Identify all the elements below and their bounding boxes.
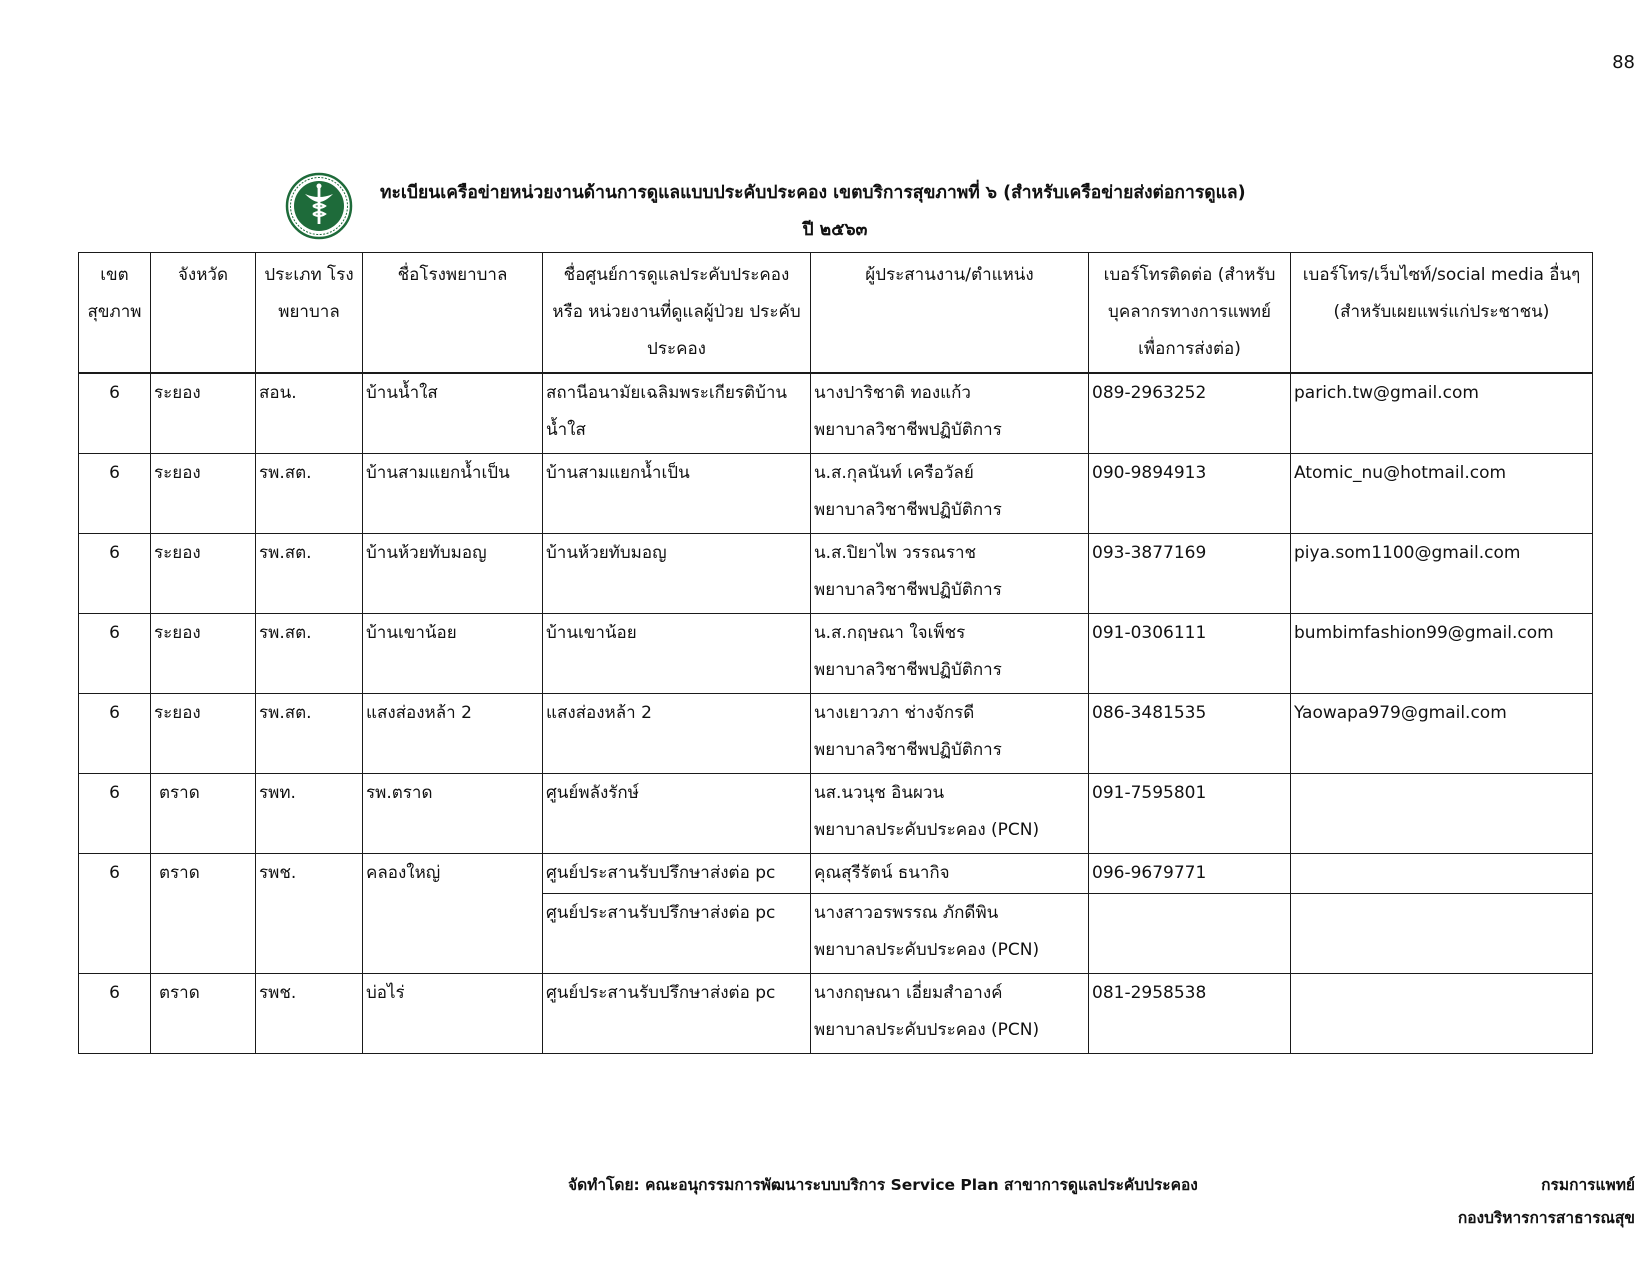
cell-hospital-name: รพ.ตราด bbox=[363, 773, 543, 853]
cell-province: ตราด bbox=[151, 973, 256, 1053]
table-header-row bbox=[79, 253, 1593, 374]
cell-center-name: บ้านห้วยทับมอญ bbox=[543, 533, 811, 613]
column-header-center-name: ชื่อศูนย์การดูแลประคับประคอง หรือ หน่วยงานที่ดูแลผู้ป่วย ประคับประคอง bbox=[543, 253, 811, 374]
coordinator-name: นางปาริชาติ ทองแก้ว bbox=[814, 383, 971, 403]
cell-public-contact bbox=[1291, 893, 1593, 973]
cell-hospital-name: บ่อไร่ bbox=[363, 973, 543, 1053]
coordinator-name: นส.นวนุช อินผวน bbox=[814, 782, 945, 803]
cell-public-contact: Atomic_nu@hotmail.com bbox=[1291, 453, 1593, 533]
cell-zone: 6 bbox=[79, 533, 151, 613]
cell-province: ระยอง bbox=[151, 613, 256, 693]
cell-coordinator bbox=[811, 533, 1089, 613]
cell-public-contact: piya.som1100@gmail.com bbox=[1291, 533, 1593, 613]
cell-center-name: สถานีอนามัยเฉลิมพระเกียรติบ้านน้ำใส bbox=[543, 373, 811, 453]
cell-referral-phone: 096-9679771 bbox=[1089, 853, 1291, 893]
column-header-hospital-type: ประเภท โรงพยาบาล bbox=[256, 253, 363, 374]
cell-referral-phone bbox=[1089, 893, 1291, 973]
coordinator-name: น.ส.กฤษณา ใจเพ็ชร bbox=[814, 622, 966, 643]
coordinator-position: พยาบาลวิชาชีพปฏิบัติการ bbox=[814, 499, 1002, 520]
cell-hospital-type: รพท. bbox=[256, 773, 363, 853]
coordinator-name: น.ส.กุลนันท์ เครือวัลย์ bbox=[814, 462, 974, 483]
cell-hospital-name: บ้านเขาน้อย bbox=[363, 613, 543, 693]
cell-zone: 6 bbox=[79, 853, 151, 973]
coordinator-position: พยาบาลวิชาชีพปฏิบัติการ bbox=[814, 659, 1002, 680]
cell-hospital-type: รพ.สต. bbox=[256, 453, 363, 533]
footer-prepared-by: จัดทำโดย: คณะอนุกรรมการพัฒนาระบบบริการ Service Plan สาขาการดูแลประคับประคอง bbox=[568, 1176, 1198, 1194]
cell-coordinator bbox=[811, 693, 1089, 773]
cell-hospital-type: รพ.สต. bbox=[256, 693, 363, 773]
cell-coordinator bbox=[811, 453, 1089, 533]
cell-hospital-type: รพช. bbox=[256, 973, 363, 1053]
coordinator-name: นางเยาวภา ช่างจักรดี bbox=[814, 702, 975, 723]
cell-hospital-name: บ้านน้ำใส bbox=[363, 373, 543, 453]
cell-hospital-type: สอน. bbox=[256, 373, 363, 453]
cell-referral-phone: 091-7595801 bbox=[1089, 773, 1291, 853]
cell-referral-phone: 093-3877169 bbox=[1089, 533, 1291, 613]
cell-zone: 6 bbox=[79, 973, 151, 1053]
cell-center-name: บ้านสามแยกน้ำเป็น bbox=[543, 453, 811, 533]
table-row bbox=[79, 773, 1593, 853]
column-header-referral-phone: เบอร์โทรติดต่อ (สำหรับ บุคลากรทางการแพทย์ เพื่อการส่งต่อ) bbox=[1089, 253, 1291, 374]
coordinator-name: นางสาวอรพรรณ ภักดีพิน bbox=[814, 902, 999, 923]
table-row bbox=[79, 853, 1593, 893]
coordinator-position: พยาบาลประคับประคอง (PCN) bbox=[814, 939, 1040, 960]
cell-referral-phone: 081-2958538 bbox=[1089, 973, 1291, 1053]
cell-province: ระยอง bbox=[151, 453, 256, 533]
cell-public-contact: Yaowapa979@gmail.com bbox=[1291, 693, 1593, 773]
table-row bbox=[79, 613, 1593, 693]
cell-zone: 6 bbox=[79, 773, 151, 853]
table-row bbox=[79, 973, 1593, 1053]
cell-zone: 6 bbox=[79, 693, 151, 773]
footer-org-line1: กรมการแพทย์ bbox=[1541, 1176, 1635, 1194]
registry-table bbox=[78, 252, 1593, 1054]
cell-center-name: ศูนย์ประสานรับปรึกษาส่งต่อ pc bbox=[543, 893, 811, 973]
cell-province: ตราด bbox=[151, 853, 256, 973]
cell-center-name: บ้านเขาน้อย bbox=[543, 613, 811, 693]
cell-zone: 6 bbox=[79, 453, 151, 533]
document-year: ปี ๒๕๖๓ bbox=[802, 220, 868, 240]
column-header-province: จังหวัด bbox=[151, 253, 256, 374]
cell-coordinator bbox=[811, 373, 1089, 453]
cell-hospital-name: คลองใหญ่ bbox=[363, 853, 543, 973]
cell-coordinator bbox=[811, 613, 1089, 693]
cell-province: ระยอง bbox=[151, 373, 256, 453]
cell-coordinator bbox=[811, 973, 1089, 1053]
cell-province: ตราด bbox=[151, 773, 256, 853]
coordinator-position: พยาบาลวิชาชีพปฏิบัติการ bbox=[814, 739, 1002, 760]
cell-public-contact: parich.tw@gmail.com bbox=[1291, 373, 1593, 453]
cell-coordinator bbox=[811, 853, 1089, 893]
column-header-coordinator: ผู้ประสานงาน/ตำแหน่ง bbox=[811, 253, 1089, 374]
cell-referral-phone: 091-0306111 bbox=[1089, 613, 1291, 693]
cell-hospital-name: บ้านสามแยกน้ำเป็น bbox=[363, 453, 543, 533]
cell-center-name: แสงส่องหล้า 2 bbox=[543, 693, 811, 773]
footer-org-line2: กองบริหารการสาธารณสุข bbox=[1457, 1209, 1635, 1227]
cell-referral-phone: 089-2963252 bbox=[1089, 373, 1291, 453]
page-number: 88 bbox=[1612, 52, 1635, 73]
document-title: ทะเบียนเครือข่ายหน่วยงานด้านการดูแลแบบประคับประคอง เขตบริการสุขภาพที่ ๖ (สำหรับเครือข่ายส่งต่อการดูแล) bbox=[380, 183, 1246, 203]
coordinator-position: พยาบาลวิชาชีพปฏิบัติการ bbox=[814, 420, 1002, 440]
cell-public-contact bbox=[1291, 853, 1593, 893]
cell-province: ระยอง bbox=[151, 533, 256, 613]
table-row bbox=[79, 453, 1593, 533]
table-row bbox=[79, 693, 1593, 773]
table-row bbox=[79, 533, 1593, 613]
cell-zone: 6 bbox=[79, 373, 151, 453]
cell-referral-phone: 090-9894913 bbox=[1089, 453, 1291, 533]
cell-center-name: ศูนย์พลังรักษ์ bbox=[543, 773, 811, 853]
cell-public-contact bbox=[1291, 973, 1593, 1053]
cell-province: ระยอง bbox=[151, 693, 256, 773]
cell-referral-phone: 086-3481535 bbox=[1089, 693, 1291, 773]
cell-hospital-name: บ้านห้วยทับมอญ bbox=[363, 533, 543, 613]
column-header-hospital-name: ชื่อโรงพยาบาล bbox=[363, 253, 543, 374]
cell-center-name: ศูนย์ประสานรับปรึกษาส่งต่อ pc bbox=[543, 973, 811, 1053]
cell-coordinator bbox=[811, 773, 1089, 853]
coordinator-name: นางกฤษณา เอี่ยมสำอางค์ bbox=[814, 982, 1003, 1003]
cell-center-name: ศูนย์ประสานรับปรึกษาส่งต่อ pc bbox=[543, 853, 811, 893]
coordinator-position: พยาบาลประคับประคอง (PCN) bbox=[814, 819, 1040, 840]
cell-hospital-type: รพ.สต. bbox=[256, 533, 363, 613]
cell-public-contact: bumbimfashion99@gmail.com bbox=[1291, 613, 1593, 693]
cell-public-contact bbox=[1291, 773, 1593, 853]
coordinator-position: พยาบาลวิชาชีพปฏิบัติการ bbox=[814, 579, 1002, 600]
cell-hospital-type: รพ.สต. bbox=[256, 613, 363, 693]
coordinator-name: น.ส.ปิยาไพ วรรณราช bbox=[814, 542, 977, 563]
cell-hospital-name: แสงส่องหล้า 2 bbox=[363, 693, 543, 773]
cell-coordinator bbox=[811, 893, 1089, 973]
cell-hospital-type: รพช. bbox=[256, 853, 363, 973]
coordinator-position: พยาบาลประคับประคอง (PCN) bbox=[814, 1019, 1040, 1040]
table-row bbox=[79, 373, 1593, 453]
column-header-public-contact: เบอร์โทร/เว็บไซท์/social media อื่นๆ (สำหรับเผยแพร่แก่ประชาชน) bbox=[1291, 253, 1593, 374]
cell-zone: 6 bbox=[79, 613, 151, 693]
column-header-zone: เขต สุขภาพ bbox=[79, 253, 151, 374]
coordinator-name: คุณสุรีรัตน์ ธนากิจ bbox=[814, 862, 950, 883]
